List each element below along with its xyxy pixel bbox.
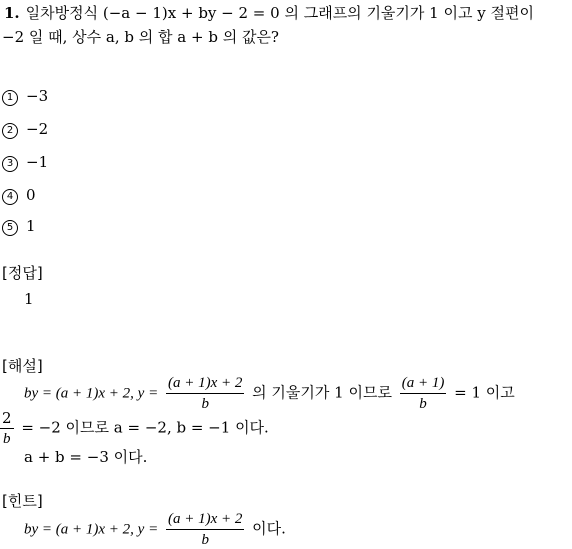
fraction-numerator: (a + 1) (400, 374, 447, 394)
explanation-line-2 (0, 409, 269, 448)
choice-text: 1 (26, 217, 36, 235)
question-text-2: −2 일 때, 상수 a, b 의 합 a + b 의 값은? (2, 28, 279, 46)
fraction (166, 510, 244, 549)
fraction-denominator: b (3, 431, 11, 447)
choice-2[interactable] (2, 120, 48, 139)
explanation-text: = −2 이므로 a = −2, b = −1 이다. (21, 418, 269, 437)
choice-text: −2 (26, 120, 49, 138)
choice-3[interactable] (2, 153, 48, 172)
fraction-numerator: (a + 1)x + 2 (166, 510, 244, 530)
choice-5[interactable] (2, 217, 36, 236)
explanation-text: a + b = −3 이다. (24, 448, 148, 466)
choice-text: −1 (26, 153, 49, 171)
choice-number-2-icon: 2 (2, 123, 18, 139)
choice-number-5-icon: 5 (2, 220, 18, 236)
explanation-line-3 (24, 446, 147, 467)
answer-label: [정답] (2, 264, 43, 282)
hint-text: 이다. (252, 519, 286, 538)
choice-4[interactable] (2, 186, 36, 205)
choice-text: 0 (26, 186, 36, 204)
fraction (166, 374, 244, 413)
choice-number-3-icon: 3 (2, 156, 18, 172)
hint-label: [힌트] (2, 492, 43, 510)
explanation-text: = 1 이고 (454, 383, 515, 402)
fraction-numerator: (a + 1)x + 2 (166, 374, 244, 394)
question-line-1 (4, 2, 534, 23)
answer-value: 1 (24, 290, 34, 308)
question-text-1: 일차방정식 (−a − 1)x + by − 2 = 0 의 그래프의 기울기가 1 이고 y 절편이 (25, 4, 534, 22)
choice-text: −3 (26, 87, 49, 105)
fraction-denominator: b (201, 396, 209, 412)
fraction-denominator: b (419, 396, 427, 412)
fraction-numerator: 2 (2, 409, 12, 427)
choice-number-4-icon: 4 (2, 189, 18, 205)
fraction (0, 409, 14, 448)
hint-line (24, 510, 286, 549)
choice-number-1-icon: 1 (2, 90, 18, 106)
explanation-line-1 (24, 374, 515, 413)
fraction-denominator: b (201, 532, 209, 548)
choice-1[interactable] (2, 87, 48, 106)
fraction (400, 374, 447, 413)
question-line-2 (2, 26, 279, 47)
explanation-text: 의 기울기가 1 이므로 (252, 383, 392, 402)
equation: by = (a + 1)x + 2, y = (24, 521, 159, 538)
question-number: 1. (4, 4, 20, 22)
equation: by = (a + 1)x + 2, y = (24, 385, 159, 402)
explanation-label: [해설] (2, 357, 43, 375)
